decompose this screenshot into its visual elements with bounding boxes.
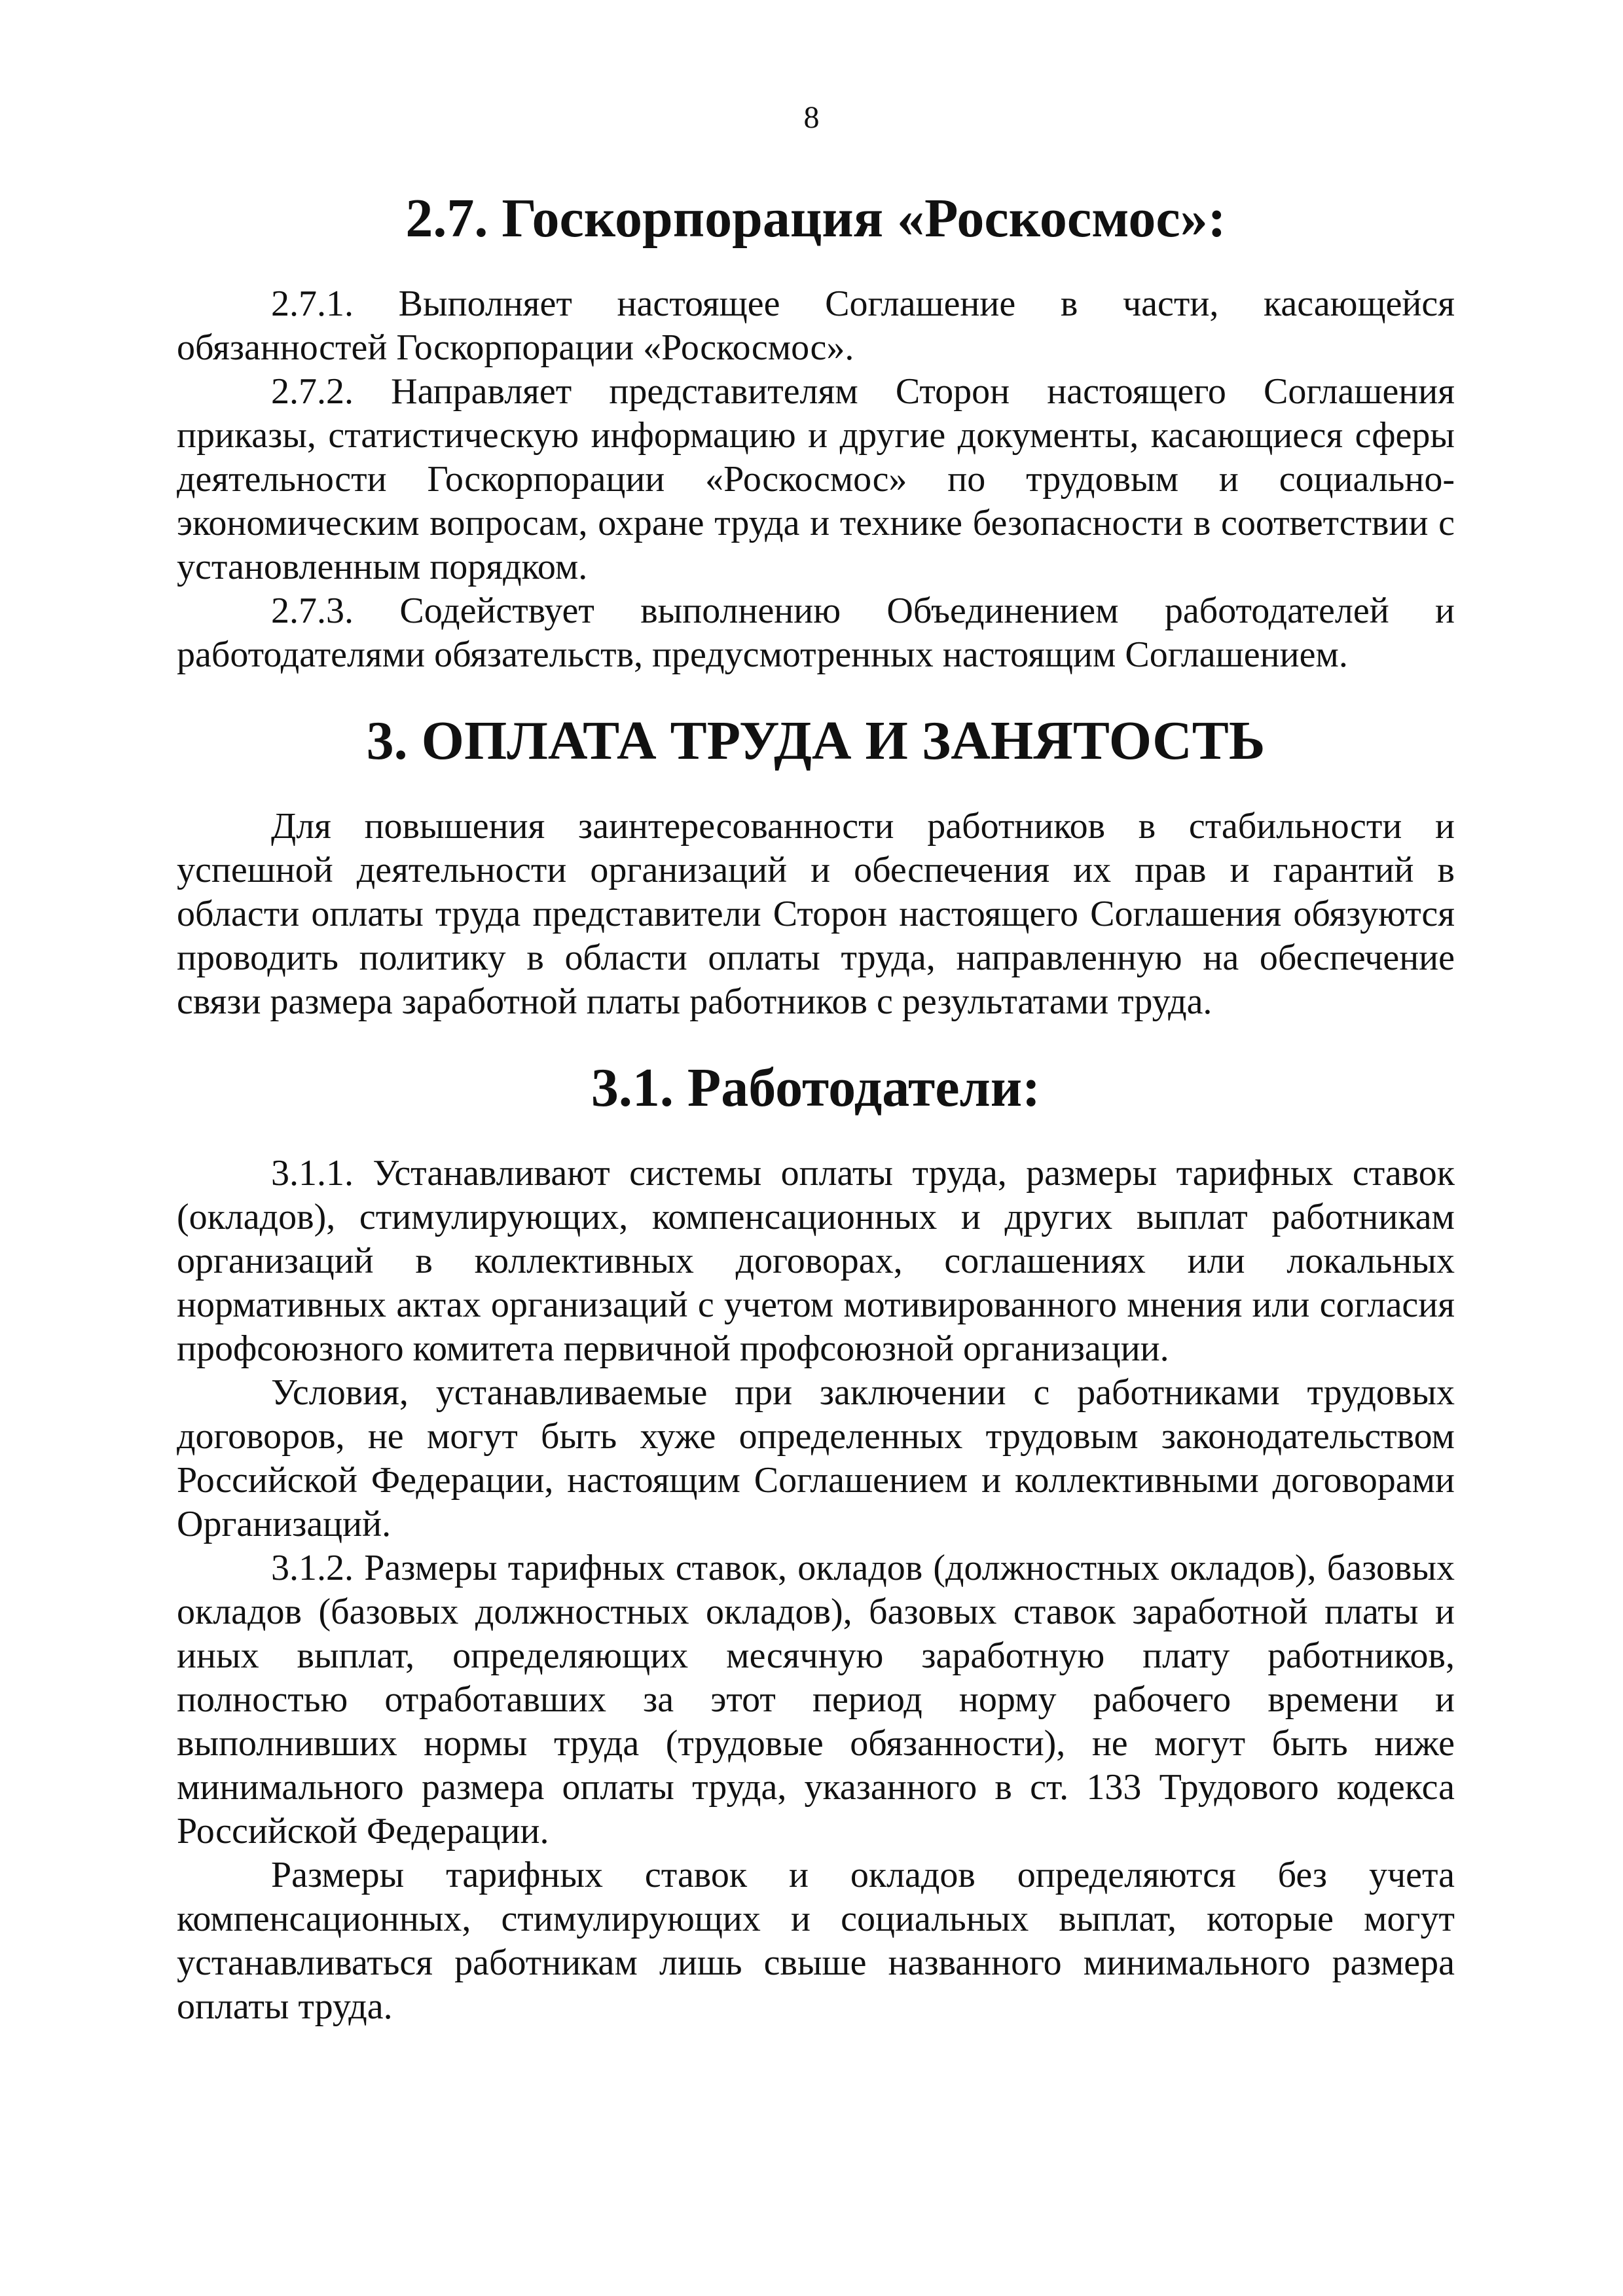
- document-body: [177, 188, 1455, 2029]
- paragraph-3-1-2-rates: Размеры тарифных ставок и окладов определяются без учета компенсационных, стимулирующих и социальных выплат, которые могут устанавливаться работникам лишь свыше названного минимального размера оплаты труда.: [177, 1855, 1455, 2027]
- paragraph-3-1-1-conditions: Условия, устанавливаемые при заключении с работниками трудовых договоров, не могут быть хуже определенных трудовым законодательством Российской Федерации, настоящим Соглашением и коллективными договорами Организаций.: [177, 1372, 1455, 1544]
- paragraph-2-7-1: 2.7.1. Выполняет настоящее Соглашение в части, касающейся обязанностей Госкорпорации «Роскосмос».: [177, 283, 1455, 368]
- page-number: 8: [803, 100, 820, 135]
- paragraph-3-intro: Для повышения заинтересованности работников в стабильности и успешной деятельности организаций и обеспечения их прав и гарантий в области оплаты труда представители Сторон настоящего Соглашения обязуются проводить политику в области оплаты труда, направленную на обеспечение связи размера заработной платы работников с результатами труда.: [177, 806, 1455, 1022]
- section-heading-2-7: 2.7. Госкорпорация «Роскосмос»:: [405, 188, 1226, 249]
- paragraph-2-7-3: 2.7.3. Содействует выполнению Объединением работодателей и работодателями обязательств, предусмотренных настоящим Соглашением.: [177, 591, 1455, 675]
- paragraph-3-1-1: 3.1.1. Устанавливают системы оплаты труда, размеры тарифных ставок (окладов), стимулирующих, компенсационных и других выплат работникам организаций в коллективных договорах, соглашениях или локальных нормативных актах организаций с учетом мотивированного мнения или согласия профсоюзного комитета первичной профсоюзной организации.: [177, 1153, 1455, 1369]
- section-heading-3-1: 3.1. Работодатели:: [591, 1057, 1041, 1118]
- section-heading-3: 3. ОПЛАТА ТРУДА И ЗАНЯТОСТЬ: [366, 710, 1266, 771]
- paragraph-2-7-2: 2.7.2. Направляет представителям Сторон настоящего Соглашения приказы, статистическую информацию и другие документы, касающиеся сферы деятельности Госкорпорации «Роскосмос» по трудовым и социально-экономическим вопросам, охране труда и технике безопасности в соответствии с установленным порядком.: [177, 371, 1455, 587]
- paragraph-3-1-2: 3.1.2. Размеры тарифных ставок, окладов (должностных окладов), базовых окладов (базовых должностных окладов), базовых ставок заработной платы и иных выплат, определяющих месячную заработную плату работников, полностью отработавших за этот период норму рабочего времени и выполнивших нормы труда (трудовые обязанности), не могут быть ниже минимального размера оплаты труда, указанного в ст. 133 Трудового кодекса Российской Федерации.: [177, 1548, 1455, 1851]
